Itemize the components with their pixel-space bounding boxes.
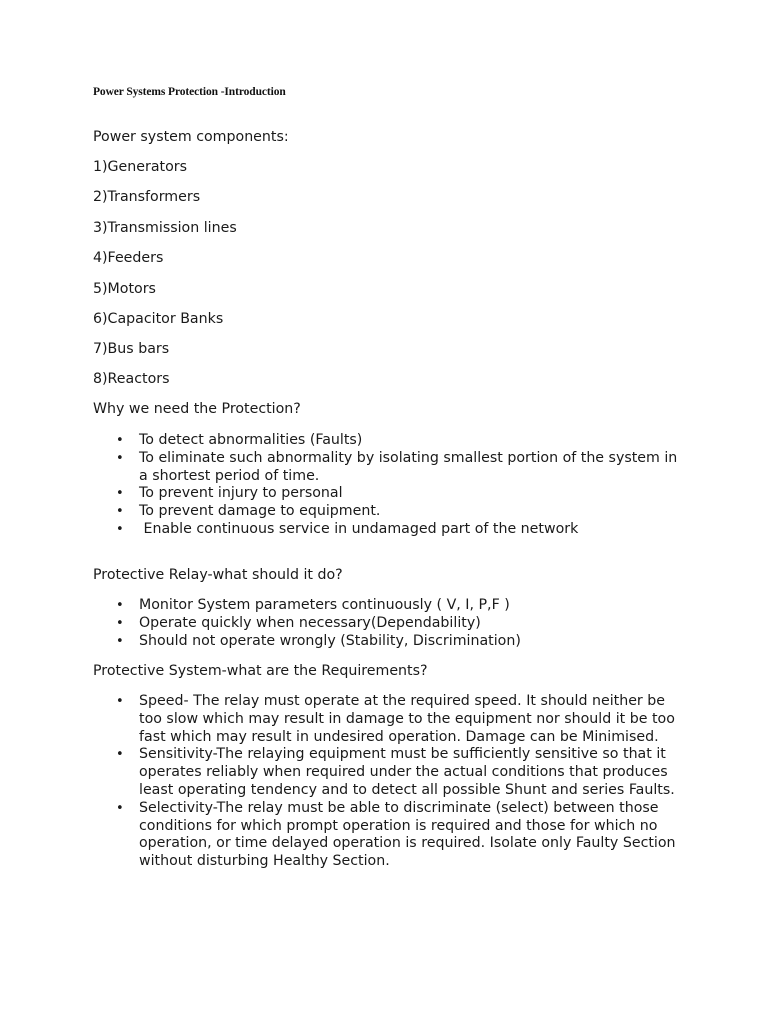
list-item (0, 597, 679, 615)
list-item-text: To prevent injury to personal (139, 485, 343, 502)
bullet-icon: • (116, 504, 124, 520)
component-item: 4)Feeders (93, 250, 164, 266)
bullet-icon: • (116, 598, 124, 613)
component-item: 5)Motors (93, 281, 156, 297)
list-item (0, 503, 679, 521)
components-heading: Power system components: (93, 129, 289, 145)
list-item-text: Speed- The relay must operate at the required speed. It should neither be too slow which may result in damage to the equipment nor should it be too fast which may result in undesired operation. Damage can be Minimised. (139, 693, 675, 745)
list-item-text: Monitor System parameters continuously ( V, I, P,F ) (139, 597, 510, 613)
component-item: 8)Reactors (93, 371, 170, 387)
list-item (0, 693, 679, 746)
component-item: 6)Capacitor Banks (93, 311, 224, 327)
list-item (0, 615, 679, 633)
list-item (0, 746, 679, 799)
list-item-text: To detect abnormalities (Faults) (139, 432, 363, 448)
bullet-icon: • (116, 694, 124, 709)
list-item (0, 450, 679, 486)
bullet-icon: • (116, 486, 124, 502)
list-item-text: To prevent damage to equipment. (139, 503, 381, 520)
list-item (0, 521, 679, 539)
why-protection-list (0, 432, 679, 539)
bullet-icon: • (116, 633, 124, 649)
document-title: Power Systems Protection -Introduction (93, 86, 286, 98)
requirements-heading: Protective System-what are the Requirements? (93, 663, 428, 679)
requirements-list (0, 693, 679, 871)
component-item: 1)Generators (93, 159, 187, 175)
bullet-icon: • (116, 433, 124, 448)
bullet-icon: • (116, 521, 124, 537)
list-item-text: To eliminate such abnormality by isolating smallest portion of the system in a shortest period of time. (139, 449, 678, 484)
relay-heading: Protective Relay-what should it do? (93, 567, 343, 583)
list-item (0, 432, 679, 450)
list-item-text: Should not operate wrongly (Stability, Discrimination) (139, 632, 521, 649)
component-item: 3)Transmission lines (93, 220, 237, 236)
list-item-text: Enable continuous service in undamaged part of the network (139, 520, 579, 537)
list-item-text: Operate quickly when necessary(Dependability) (139, 614, 481, 631)
bullet-icon: • (116, 615, 124, 631)
list-item-text: Selectivity-The relay must be able to discriminate (select) between those conditions for which prompt operation is required and those for which no operation, or time delayed operation is required. Isolate only Faulty Section without disturbing Healthy Section. (139, 799, 676, 870)
list-item (0, 633, 679, 651)
bullet-icon: • (116, 800, 124, 816)
bullet-icon: • (116, 747, 124, 763)
list-item-text: Sensitivity-The relaying equipment must be sufficiently sensitive so that it operates reliably when required under the actual conditions that produces least operating tendency and to detect all possible Shunt and series Faults. (139, 746, 675, 798)
bullet-icon: • (116, 450, 124, 466)
list-item (0, 485, 679, 503)
component-item: 7)Bus bars (93, 341, 170, 357)
component-item: 2)Transformers (93, 189, 201, 205)
why-protection-heading: Why we need the Protection? (93, 401, 301, 417)
list-item (0, 800, 679, 871)
relay-list (0, 597, 679, 650)
